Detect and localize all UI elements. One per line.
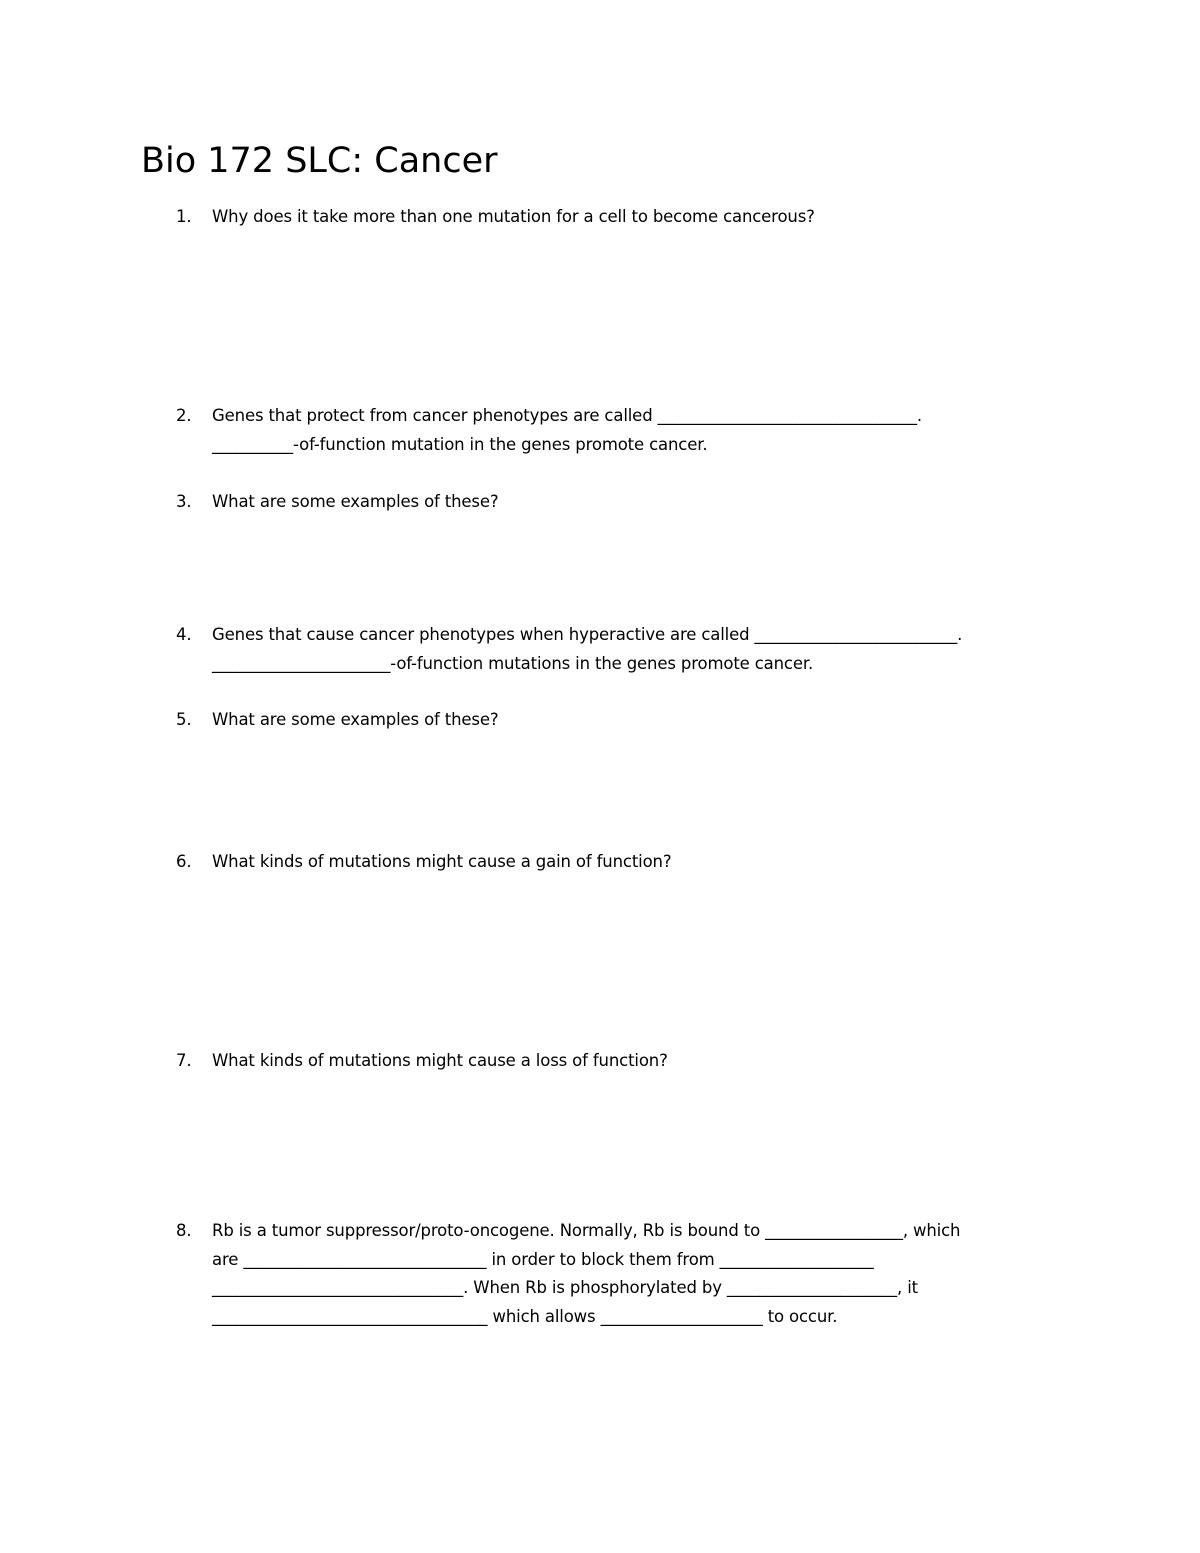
answer-blank[interactable]: ______________________________ (243, 1250, 487, 1269)
question-text-continued: are ______________________________ in order to block them from ___________________ (212, 1250, 874, 1269)
answer-blank[interactable]: _____________________ (726, 1278, 898, 1297)
question-number: 1. (176, 207, 192, 226)
answer-blank[interactable]: ____________________ (600, 1307, 763, 1326)
question-text: What are some examples of these? (212, 492, 499, 511)
question-number: 2. (176, 406, 192, 425)
question-number: 5. (176, 710, 192, 729)
question-text: Genes that protect from cancer phenotypes are called ________________________________. (212, 406, 922, 425)
page-title: Bio 172 SLC: Cancer (141, 141, 498, 181)
question-text: Why does it take more than one mutation for a cell to become cancerous? (212, 207, 815, 226)
question-number: 8. (176, 1221, 192, 1240)
question-number: 7. (176, 1051, 192, 1070)
question-text: Genes that cause cancer phenotypes when hyperactive are called _________________________. (212, 625, 963, 644)
answer-blank[interactable]: __________________________________ (212, 1307, 488, 1326)
question-text-continued: ______________________-of-function mutations in the genes promote cancer. (212, 654, 814, 673)
answer-blank[interactable]: ___________________ (719, 1250, 874, 1269)
question-text: What are some examples of these? (212, 710, 499, 729)
answer-blank[interactable]: _________________________ (754, 625, 958, 644)
question-text-continued: __________________________________ which allows ____________________ to occur. (212, 1307, 838, 1326)
question-number: 3. (176, 492, 192, 511)
question-text: What kinds of mutations might cause a loss of function? (212, 1051, 668, 1070)
question-number: 4. (176, 625, 192, 644)
question-number: 6. (176, 852, 192, 871)
answer-blank[interactable]: _______________________________ (212, 1278, 464, 1297)
question-text: Rb is a tumor suppressor/proto-oncogene. Normally, Rb is bound to _________________, which (212, 1221, 961, 1240)
answer-blank[interactable]: ________________________________ (657, 406, 917, 425)
question-text: What kinds of mutations might cause a gain of function? (212, 852, 672, 871)
question-text-continued: _______________________________. When Rb is phosphorylated by _____________________, it (212, 1278, 918, 1297)
answer-blank[interactable]: _________________ (765, 1221, 903, 1240)
answer-blank[interactable]: ______________________ (212, 654, 391, 673)
question-text-continued: __________-of-function mutation in the genes promote cancer. (212, 435, 708, 454)
answer-blank[interactable]: __________ (212, 435, 294, 454)
